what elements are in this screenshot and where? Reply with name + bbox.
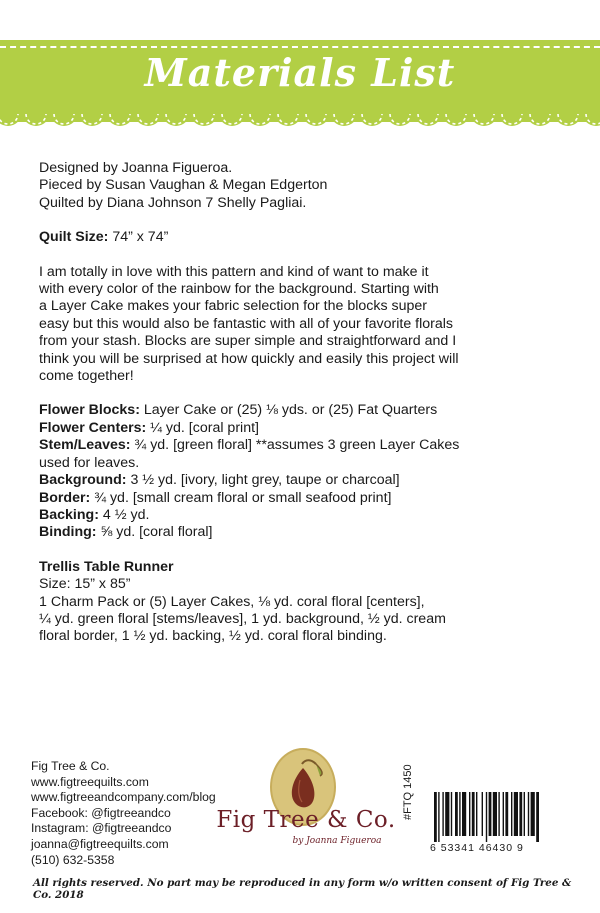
quilt-size	[39, 229, 569, 246]
material-value: ¼ yd. [coral print]	[146, 419, 259, 436]
stitch-line-top	[0, 46, 600, 48]
intro-line: a Layer Cake makes your fabric selection for the blocks super	[39, 298, 427, 315]
quilt-size-value: 74” x 74”	[108, 229, 169, 246]
contact-info	[31, 759, 216, 868]
material-label: Flower Blocks:	[39, 402, 140, 419]
runner-title: Trellis Table Runner	[39, 558, 174, 575]
material-item	[39, 524, 569, 541]
materials-list	[39, 402, 569, 541]
logo-tagline: by Joanna Figueroa	[292, 836, 382, 846]
quilt-size-label: Quilt Size:	[39, 229, 109, 246]
intro-line: think you will be surprised at how quickly and easily this project will	[39, 350, 459, 367]
barcode	[432, 792, 590, 842]
email-link[interactable]: joanna@figtreequilts.com	[31, 836, 169, 851]
logo-wordmark: Fig Tree & Co.	[216, 807, 396, 833]
material-item	[39, 507, 569, 524]
instagram-handle: Instagram: @figtreeandco	[31, 821, 172, 836]
website-link[interactable]: www.figtreequilts.com	[31, 774, 149, 789]
intro-line: come together!	[39, 368, 134, 385]
credit-quilted: Quilted by Diana Johnson 7 Shelly Pagliai.	[39, 194, 307, 211]
runner-line: ¼ yd. green floral [stems/leaves], 1 yd. background, ½ yd. cream	[39, 610, 446, 627]
facebook-handle: Facebook: @figtreeandco	[31, 805, 171, 820]
table-runner-section	[39, 559, 569, 646]
material-item	[39, 402, 569, 419]
intro-line: I am totally in love with this pattern and kind of want to make it	[39, 263, 429, 280]
material-value: ⅝ yd. [coral floral]	[96, 524, 213, 541]
intro-line: easy but this would also be fantastic with all of your favorite florals	[39, 315, 454, 332]
runner-size: Size: 15” x 85”	[39, 576, 131, 593]
blog-link[interactable]: www.figtreeandcompany.com/blog	[31, 790, 216, 805]
material-value: used for leaves.	[39, 454, 140, 471]
runner-line: 1 Charm Pack or (5) Layer Cakes, ⅛ yd. coral floral [centers],	[39, 593, 425, 610]
intro-line: with every color of the rainbow for the background. Starting with	[39, 281, 439, 298]
title-banner	[0, 40, 600, 122]
credit-pieced: Pieced by Susan Vaughan & Megan Edgerton	[39, 177, 328, 194]
scallop-edge	[0, 112, 600, 138]
material-value: 4 ½ yd.	[98, 506, 150, 523]
intro-paragraph	[39, 264, 569, 386]
runner-line: floral border, 1 ½ yd. backing, ½ yd. coral floral binding.	[39, 628, 387, 645]
material-item	[39, 472, 569, 489]
material-label: Backing:	[39, 506, 99, 523]
material-label: Stem/Leaves:	[39, 437, 131, 454]
company-name: Fig Tree & Co.	[31, 759, 110, 773]
material-label: Border:	[39, 489, 91, 506]
page-title: Materials List	[144, 50, 456, 95]
sku-number: #FTQ 1450	[402, 764, 414, 820]
phone-number: (510) 632-5358	[31, 852, 115, 867]
material-item	[39, 455, 569, 472]
material-value: 3 ½ yd. [ivory, light grey, taupe or charcoal]	[126, 472, 400, 489]
material-item	[39, 420, 569, 437]
fig-tree-logo	[206, 748, 406, 860]
barcode-digits: 6 53341 46430 9	[430, 842, 524, 854]
credit-designed: Designed by Joanna Figueroa.	[39, 160, 233, 176]
material-value: ¾ yd. [green floral] **assumes 3 green Layer Cakes	[130, 437, 460, 454]
credits	[39, 160, 569, 212]
material-value: Layer Cake or (25) ⅛ yds. or (25) Fat Quarters	[139, 402, 438, 419]
materials-content	[39, 160, 569, 646]
material-label: Background:	[39, 472, 127, 489]
copyright-notice: All rights reserved. No part may be reproduced in any form w/o written consent of Fig Tree & Co. 2018	[33, 877, 572, 901]
material-item	[39, 437, 569, 454]
material-item	[39, 490, 569, 507]
material-label: Binding:	[39, 524, 97, 541]
material-value: ¾ yd. [small cream floral or small seafood print]	[90, 489, 392, 506]
material-label: Flower Centers:	[39, 419, 147, 436]
intro-line: from your stash. Blocks are super simple and straightforward and I	[39, 333, 457, 350]
